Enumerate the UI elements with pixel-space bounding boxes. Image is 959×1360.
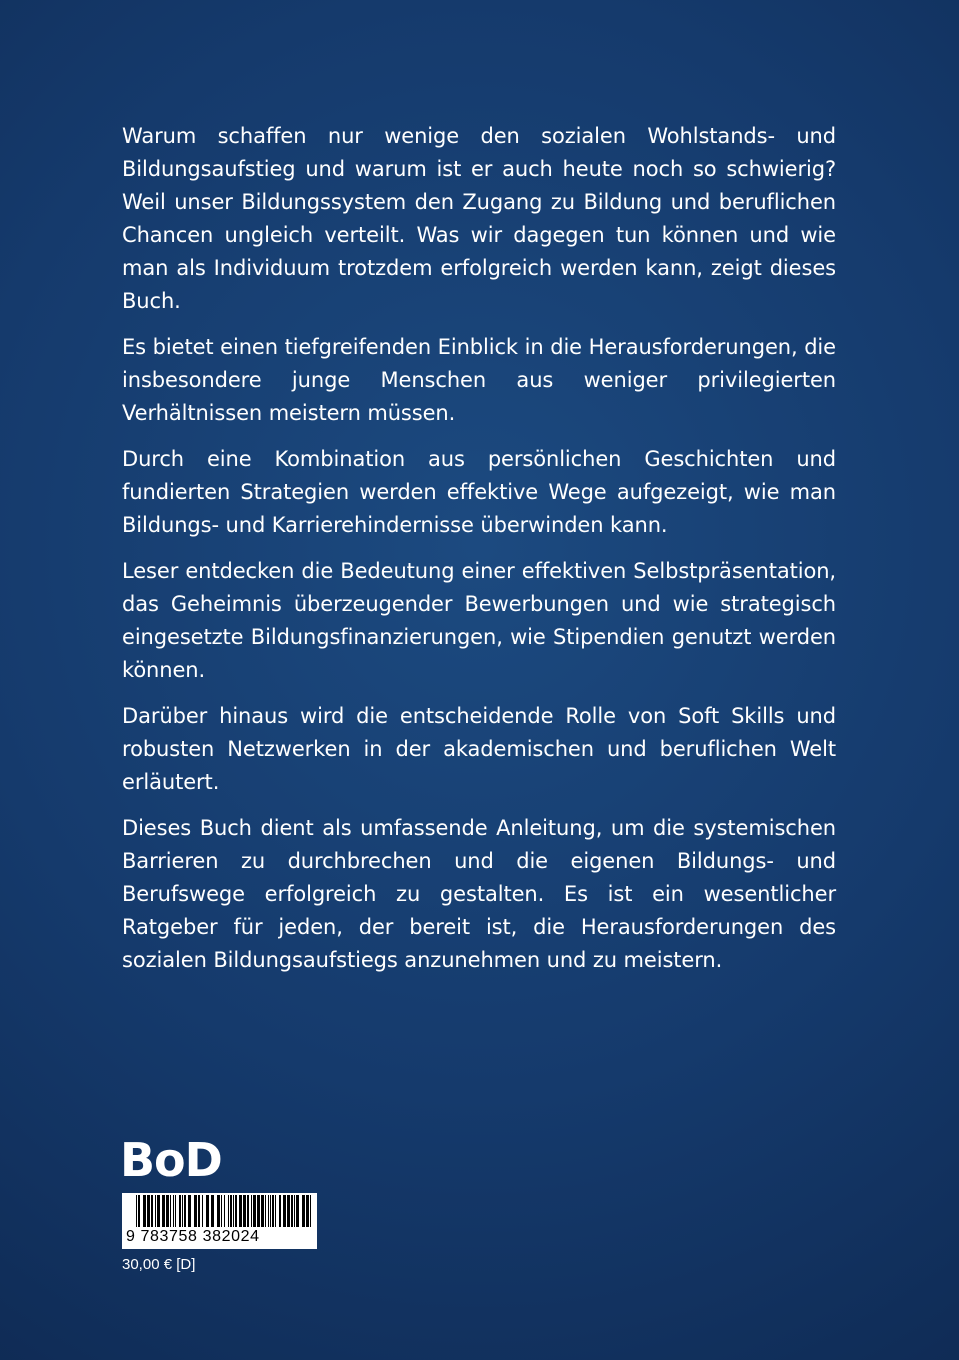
barcode-bar (268, 1195, 269, 1227)
blurb-paragraph-4: Leser entdecken die Bedeutung einer effektiven Selbstpräsentation, das Geheimnis überzeugender Bewerbungen und wie strategisch eingesetzte Bildungsfinanzierungen, wie Stipendien genutzt werden können. (122, 559, 836, 682)
isbn-barcode (122, 1193, 317, 1249)
barcode-bar (211, 1195, 214, 1227)
barcode-bar (147, 1195, 150, 1227)
barcode-bar (272, 1195, 274, 1227)
barcode-bar (294, 1195, 295, 1227)
barcode-bar (257, 1195, 260, 1227)
barcode-bar (138, 1195, 140, 1227)
barcode-bar (221, 1195, 222, 1227)
barcode-bar (175, 1195, 176, 1227)
barcode-bar (166, 1195, 169, 1227)
price-label: 30,00 € [D] (122, 1256, 196, 1273)
barcode-bar (253, 1195, 256, 1227)
barcode-bar (224, 1195, 225, 1227)
barcode-bar (143, 1195, 146, 1227)
barcode-bar (247, 1195, 249, 1227)
blurb-paragraph-6: Dieses Buch dient als umfassende Anleitung, um die systemischen Barrieren zu durchbrechen und die eigenen Bildungs- und Berufswege erfolgreich zu gestalten. Es ist ein wesentlicher Ratgeber für jeden, der bereit ist, die Herausforderungen des sozialen Bildungsaufstiegs anzunehmen und zu meistern. (122, 816, 836, 972)
barcode-bar (306, 1195, 309, 1227)
barcode-bar (182, 1195, 183, 1227)
barcode-bar (151, 1195, 153, 1227)
barcode-bar (265, 1195, 266, 1227)
barcode-bar (230, 1195, 232, 1227)
barcode-bar (206, 1195, 209, 1227)
barcode-bar (270, 1195, 271, 1227)
blurb-paragraph-2: Es bietet einen tiefgreifenden Einblick in die Herausforderungen, die insbesondere junge Menschen aus weniger privilegierten Verhältnissen meistern müssen. (122, 335, 836, 425)
barcode-bar (198, 1195, 200, 1227)
barcode-bar (279, 1195, 281, 1227)
barcode-bar (235, 1195, 237, 1227)
barcode-bar (157, 1195, 160, 1227)
barcode-bar (239, 1195, 242, 1227)
barcode-bar (275, 1195, 276, 1227)
barcode-bar (217, 1195, 220, 1227)
barcode-bar (202, 1195, 203, 1227)
barcode-bar (291, 1195, 293, 1227)
isbn-digits: 9 783758 382024 (126, 1228, 260, 1245)
barcode-bar (179, 1195, 181, 1227)
barcode-bar (162, 1195, 165, 1227)
barcode-bar (136, 1195, 137, 1227)
barcode-bar (302, 1195, 305, 1227)
barcode-bar (310, 1195, 311, 1227)
barcode-bar (251, 1195, 252, 1227)
blurb-text (122, 120, 836, 990)
barcode-bar (170, 1195, 171, 1227)
blurb-paragraph-5: Darüber hinaus wird die entscheidende Rolle von Soft Skills und robusten Netzwerken in der akademischen und beruflichen Welt erläutert. (122, 704, 836, 794)
barcode-bar (287, 1195, 290, 1227)
barcode-bar (155, 1195, 156, 1227)
barcode-bar (233, 1195, 234, 1227)
barcode-bar (296, 1195, 299, 1227)
barcode-bar (243, 1195, 246, 1227)
barcode-bar (194, 1195, 197, 1227)
blurb-paragraph-1: Warum schaffen nur wenige den sozialen Wohlstands- und Bildungsaufstieg und warum ist er auch heute noch so schwierig? Weil unser Bildungssystem den Zugang zu Bildung und beruflichen Chancen ungleich verteilt. Was wir dagegen tun können und wie man als Individuum trotzdem erfolgreich werden kann, zeigt dieses Buch. (122, 124, 836, 313)
blurb-paragraph-3: Durch eine Kombination aus persönlichen Geschichten und fundierten Strategien werden effektive Wege aufgezeigt, wie man Bildungs- und Karrierehindernisse überwinden kann. (122, 447, 836, 537)
barcode-bar (188, 1195, 191, 1227)
barcode-bar (173, 1195, 174, 1227)
barcode-bar (261, 1195, 264, 1227)
barcode-bar (228, 1195, 229, 1227)
barcode-bar (283, 1195, 286, 1227)
barcode-bar (184, 1195, 186, 1227)
publisher-logo: BoD (120, 1133, 222, 1187)
